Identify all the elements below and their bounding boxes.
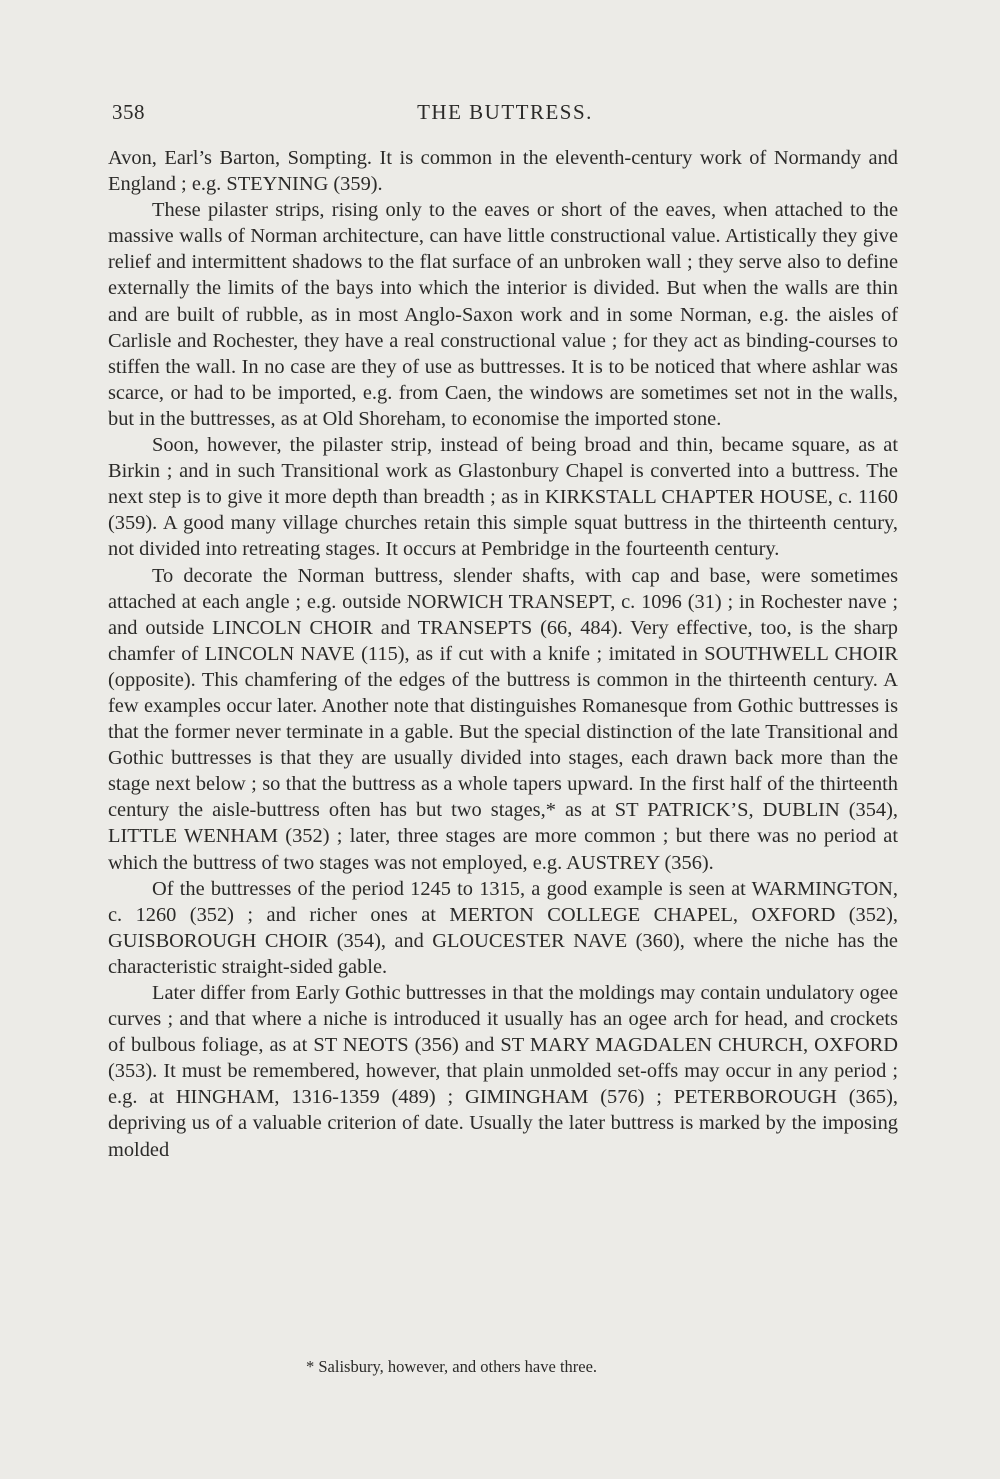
running-title: THE BUTTRESS. bbox=[417, 100, 593, 124]
page-header bbox=[112, 100, 898, 134]
footnote: * Salisbury, however, and others have three. bbox=[306, 1357, 598, 1376]
paragraph-norman-decoration: To decorate the Norman buttress, slender shafts, with cap and base, were sometimes attached at each angle ; e.g. outside NORWICH TRANSEPT, c. 1096 (31) ; in Rochester nave ; and outside LINCOLN CHOIR and TRANSEPTS (66, 484). Very effective, too, is the sharp chamfer of LINCOLN NAVE (115), as if cut with a knife ; imitated in SOUTHWELL CHOIR (opposite). This chamfering of the edges of the buttress is common in the thirteenth century. A few examples occur later. Another note that distinguishes Romanesque from Gothic buttresses is that the former never terminate in a gable. But the special distinction of the late Transitional and Gothic buttresses is that they are usually divided into stages, each drawn back more than the stage next below ; so that the buttress as a whole tapers upward. In the first half of the thirteenth century the aisle-buttress often has but two stages,* as at ST PATRICK’S, DUBLIN (354), LITTLE WENHAM (352) ; later, three stages are more common ; but there was no period at which the buttress of two stages was not employed, e.g. AUSTREY (356). bbox=[108, 564, 898, 874]
page-number: 358 bbox=[112, 100, 145, 124]
paragraph-continuation: Avon, Earl’s Barton, Sompting. It is common in the eleventh-century work of Normandy and England ; e.g. STEYNING (359). bbox=[108, 147, 898, 196]
paragraph-later-gothic: Later differ from Early Gothic buttresses in that the moldings may contain undulatory ogee curves ; and that where a niche is introduced it usually has an ogee arch for head, and crockets of bulbous foliage, as at ST NEOTS (356) and ST MARY MAGDALEN CHURCH, OXFORD (353). It must be remembered, however, that plain unmolded set-offs may occur in any period ; e.g. at HINGHAM, 1316-1359 (489) ; GIMINGHAM (576) ; PETERBOROUGH (365), depriving us of a valuable criterion of date. Usually the later buttress is marked by the imposing molded bbox=[108, 982, 898, 1161]
body-text bbox=[108, 145, 898, 1163]
paragraph-square-buttress: Soon, however, the pilaster strip, instead of being broad and thin, became square, as at Birkin ; and in such Transitional work as Glastonbury Chapel is converted into a buttress. The next step is to give it more depth than breadth ; as in KIRKSTALL CHAPTER HOUSE, c. 1160 (359). A good many village churches retain this simple squat buttress in the thirteenth century, not divided into retreating stages. It occurs at Pembridge in the fourteenth century. bbox=[108, 434, 898, 561]
paragraph-pilaster-strips: These pilaster strips, rising only to the eaves or short of the eaves, when attached to the massive walls of Norman architecture, can have little constructional value. Artistically they give relief and intermittent shadows to the flat surface of an unbroken wall ; they serve also to define externally the limits of the bays into which the interior is divided. But when the walls are thin and are built of rubble, as in most Anglo-Saxon work and in some Norman, e.g. the aisles of Carlisle and Rochester, they have a real constructional value ; for they act as binding-courses to stiffen the wall. In no case are they of use as buttresses. It is to be noticed that where ashlar was scarce, or had to be imported, e.g. from Caen, the windows are sometimes set not in the walls, but in the buttresses, as at Old Shoreham, to economise the imported stone. bbox=[108, 199, 898, 430]
paragraph-1245-1315: Of the buttresses of the period 1245 to 1315, a good example is seen at WARMINGTON, c. 1260 (352) ; and richer ones at MERTON COLLEGE CHAPEL, OXFORD (352), GUISBOROUGH CHOIR (354), and GLOUCESTER NAVE (360), where the niche has the characteristic straight-sided gable. bbox=[108, 877, 898, 978]
